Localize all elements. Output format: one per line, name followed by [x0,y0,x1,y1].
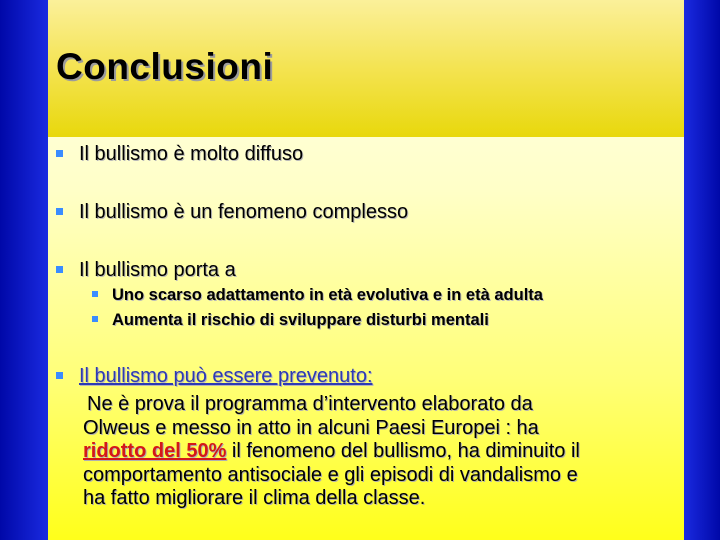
title-band [48,0,684,137]
left-frame [0,0,48,540]
paragraph-line: ha fatto migliorare il clima della classe. [83,487,426,509]
square-bullet-icon [56,150,63,157]
square-bullet-icon [56,266,63,273]
bullet-item [56,258,236,282]
paragraph-line [83,440,683,464]
right-frame [684,0,720,540]
sub-bullet-text: Aumenta il rischio di sviluppare disturbi mentali [112,311,489,329]
square-bullet-icon [92,316,98,322]
bullet-item-prevention [56,364,373,388]
bullet-item [56,200,408,224]
highlight-text: ridotto del 50% [83,440,227,462]
paragraph-line: comportamento antisociale e gli episodi di vandalismo e [83,463,578,486]
sub-bullet-item [92,310,489,330]
slide-title: Conclusioni [56,46,274,87]
prevention-paragraph [83,393,683,511]
paragraph-line: Olweus e messo in atto in alcuni Paesi Europei : ha [83,416,539,439]
sub-bullet-item [92,285,543,305]
bullet-item [56,142,303,166]
bullet-text: Il bullismo è molto diffuso [79,143,304,165]
bullet-text: Il bullismo porta a [79,259,236,281]
bullet-text: Il bullismo è un fenomeno complesso [79,201,409,223]
square-bullet-icon [56,372,63,379]
sub-bullet-text: Uno scarso adattamento in età evolutiva e in età adulta [112,286,543,304]
square-bullet-icon [92,291,98,297]
paragraph-line: Ne è prova il programma d’intervento elaborato da [87,393,533,415]
prevention-heading: Il bullismo può essere prevenuto: [79,365,373,387]
slide [48,0,684,540]
square-bullet-icon [56,208,63,215]
paragraph-text: il fenomeno del bullismo, ha diminuito il [226,440,580,462]
